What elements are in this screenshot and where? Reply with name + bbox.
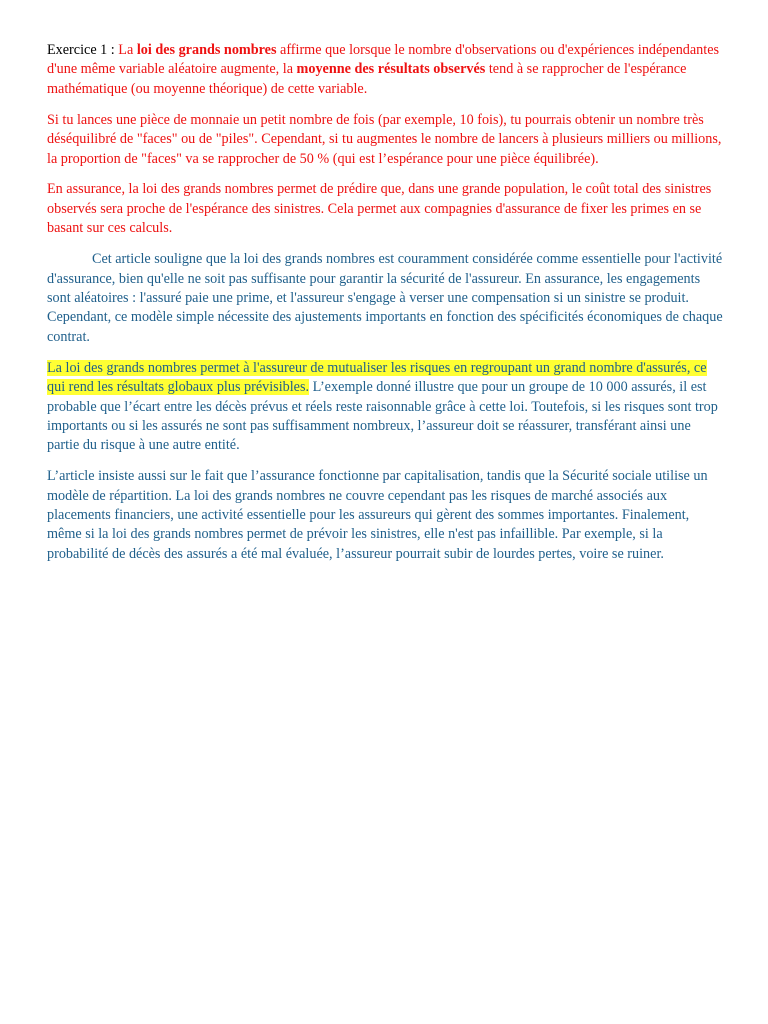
definition-text-2: affirme que lorsque le nombre d'observations ou d'expériences indépendantes d'une même variable aléatoire augmente, la <box>47 42 720 78</box>
paragraph-capitalisation: L’article insiste aussi sur le fait que l’assurance fonctionne par capitalisation, tandis que la Sécurité sociale utilise un modèle de répartition. La loi des grands nombres ne couvre cependant pas les risques de marché associés aux placements financiers, une activité essentielle pour les assureurs qui gèrent des sommes importantes. Finalement, même si la loi des grands nombres permet de prévoir les sinistres, elle n'est pas infaillible. Par exemple, si la probabilité de décès des assurés a été mal évaluée, l’assureur pourrait subir de lourdes pertes, voire se ruiner. <box>47 468 708 562</box>
mutualisation-text: L’exemple donné illustre que pour un groupe de 10 000 assurés, il est probable que l’écart entre les décès prévus et réels reste raisonnable grâce à cette loi. Toutefois, si les risques sont trop importants ou si les assurés ne sont pas suffisamment nombreux, l’assureur doit se réassurer, transférant ainsi une partie du risque à une autre entité. <box>47 379 718 454</box>
paragraph-insurance-application: En assurance, la loi des grands nombres permet de prédire que, dans une grande population, le coût total des sinistres observés sera proche de l'espérance des sinistres. Cela permet aux compagnies d'assurance de fixer les primes en se basant sur ces calculs. <box>47 181 712 237</box>
paragraph-coin-example: Si tu lances une pièce de monnaie un petit nombre de fois (par exemple, 10 fois), tu pourrais obtenir un nombre très déséquilibré de "faces" ou de "piles". Cependant, si tu augmentes le nombre de lancers à plusieurs milliers ou millions, la proportion de "faces" va se rapprocher de 50 % (qui est l’espérance pour une pièce équilibrée). <box>47 111 722 167</box>
definition-text-1: La <box>118 42 137 58</box>
paragraph-exercise-definition <box>47 41 723 99</box>
highlighted-sentence: La loi des grands nombres permet à l'assureur de mutualiser les risques en regroupant un grand nombre d'assurés, ce qui rend les résultats globaux plus prévisibles. <box>47 359 707 396</box>
paragraph-article-summary: Cet article souligne que la loi des grands nombres est couramment considérée comme essentielle pour l'activité d'assurance, bien qu'elle ne soit pas suffisante pour garantir la sécurité de l'assureur. En assurance, les engagements sont aléatoires : l'assuré paie une prime, et l'assureur s'engage à verser une compensation si un sinistre se produit. Cependant, ce modèle simple nécessite des ajustements importants en fonction des spécificités économiques de chaque contrat. <box>47 251 723 345</box>
document-page <box>47 41 723 576</box>
exercise-label: Exercice 1 : <box>47 42 119 58</box>
definition-text-3: tend à se rapprocher de l'espérance mathématique (ou moyenne théorique) de cette variable. <box>47 61 687 97</box>
definition-bold-term-1: loi des grands nombres <box>136 42 277 58</box>
definition-bold-term-2: moyenne des résultats observés <box>296 61 486 78</box>
paragraph-mutualisation <box>47 359 723 456</box>
